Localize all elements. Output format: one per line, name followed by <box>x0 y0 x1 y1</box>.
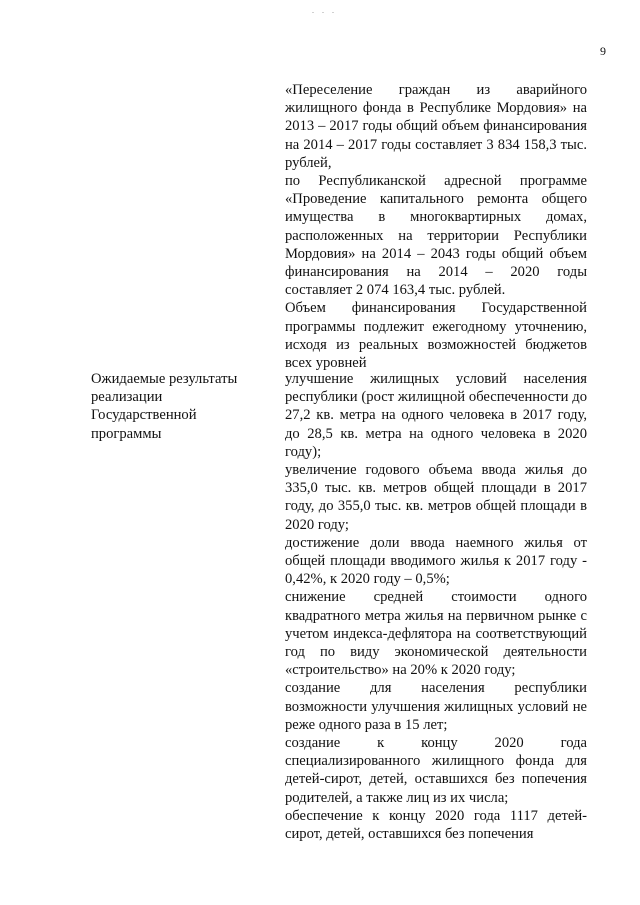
financing-text-block <box>285 81 587 372</box>
results-label-line: программы <box>91 425 162 442</box>
financing-paragraph: «Переселение граждан из аварийного жилищного фонда в Республике Мордовия» на 2013 – 2017 годы общий объем финансирования на 2014 – 2017 годы составляет 3 834 158,3 тыс. рублей, <box>285 82 587 171</box>
result-item: улучшение жилищных условий населения республики (рост жилищной обеспеченности до 27,2 кв. метра на одного человека в 2017 году, до 28,5 кв. метра на одного человека в 2020 году); <box>285 371 587 460</box>
result-item: обеспечение к концу 2020 года 1117 детей-сирот, детей, оставшихся без попечения <box>285 807 587 843</box>
result-item: снижение средней стоимости одного квадратного метра жилья на первичном рынке с учетом индекса-дефлятора на соответствующий год по виду экономической деятельности «строительство» на 20% к 2020 году; <box>285 589 587 679</box>
page-number: 9 <box>600 44 606 58</box>
results-text-block <box>285 370 587 843</box>
result-item: увеличение годового объема ввода жилья до 335,0 тыс. кв. метров общей площади в 2017 году, до 355,0 тыс. кв. метров общей площади в 2020 году; <box>285 462 587 533</box>
financing-paragraph: Объем финансирования Государственной программы подлежит ежегодному уточнению, исходя из реальных возможностей бюджетов всех уровней <box>285 300 587 372</box>
results-label-line: Государственной <box>91 407 197 424</box>
financing-paragraph: по Республиканской адресной программе «Проведение капитального ремонта общего имущества в многоквартирных домах, расположенных на территории Республики Мордовия» на 2014 – 2043 годы общий объем финансирования на 2014 – 2020 годы составляет 2 074 163,4 тыс. рублей. <box>285 173 587 299</box>
results-label-line: реализации <box>91 389 163 406</box>
results-label-line: Ожидаемые результаты <box>91 371 238 387</box>
results-label <box>91 370 266 443</box>
result-item: создание к концу 2020 года специализированного жилищного фонда для детей-сирот, детей, оставшихся без попечения родителей, а также лиц из их числа; <box>285 735 587 806</box>
result-item: достижение доли ввода наемного жилья от общей площади вводимого жилья к 2017 году - 0,42%, к 2020 году – 0,5%; <box>285 534 587 588</box>
result-item: создание для населения республики возможности улучшения жилищных условий не реже одного раза в 15 лет; <box>285 680 587 733</box>
scan-marks: . . . <box>312 6 337 15</box>
